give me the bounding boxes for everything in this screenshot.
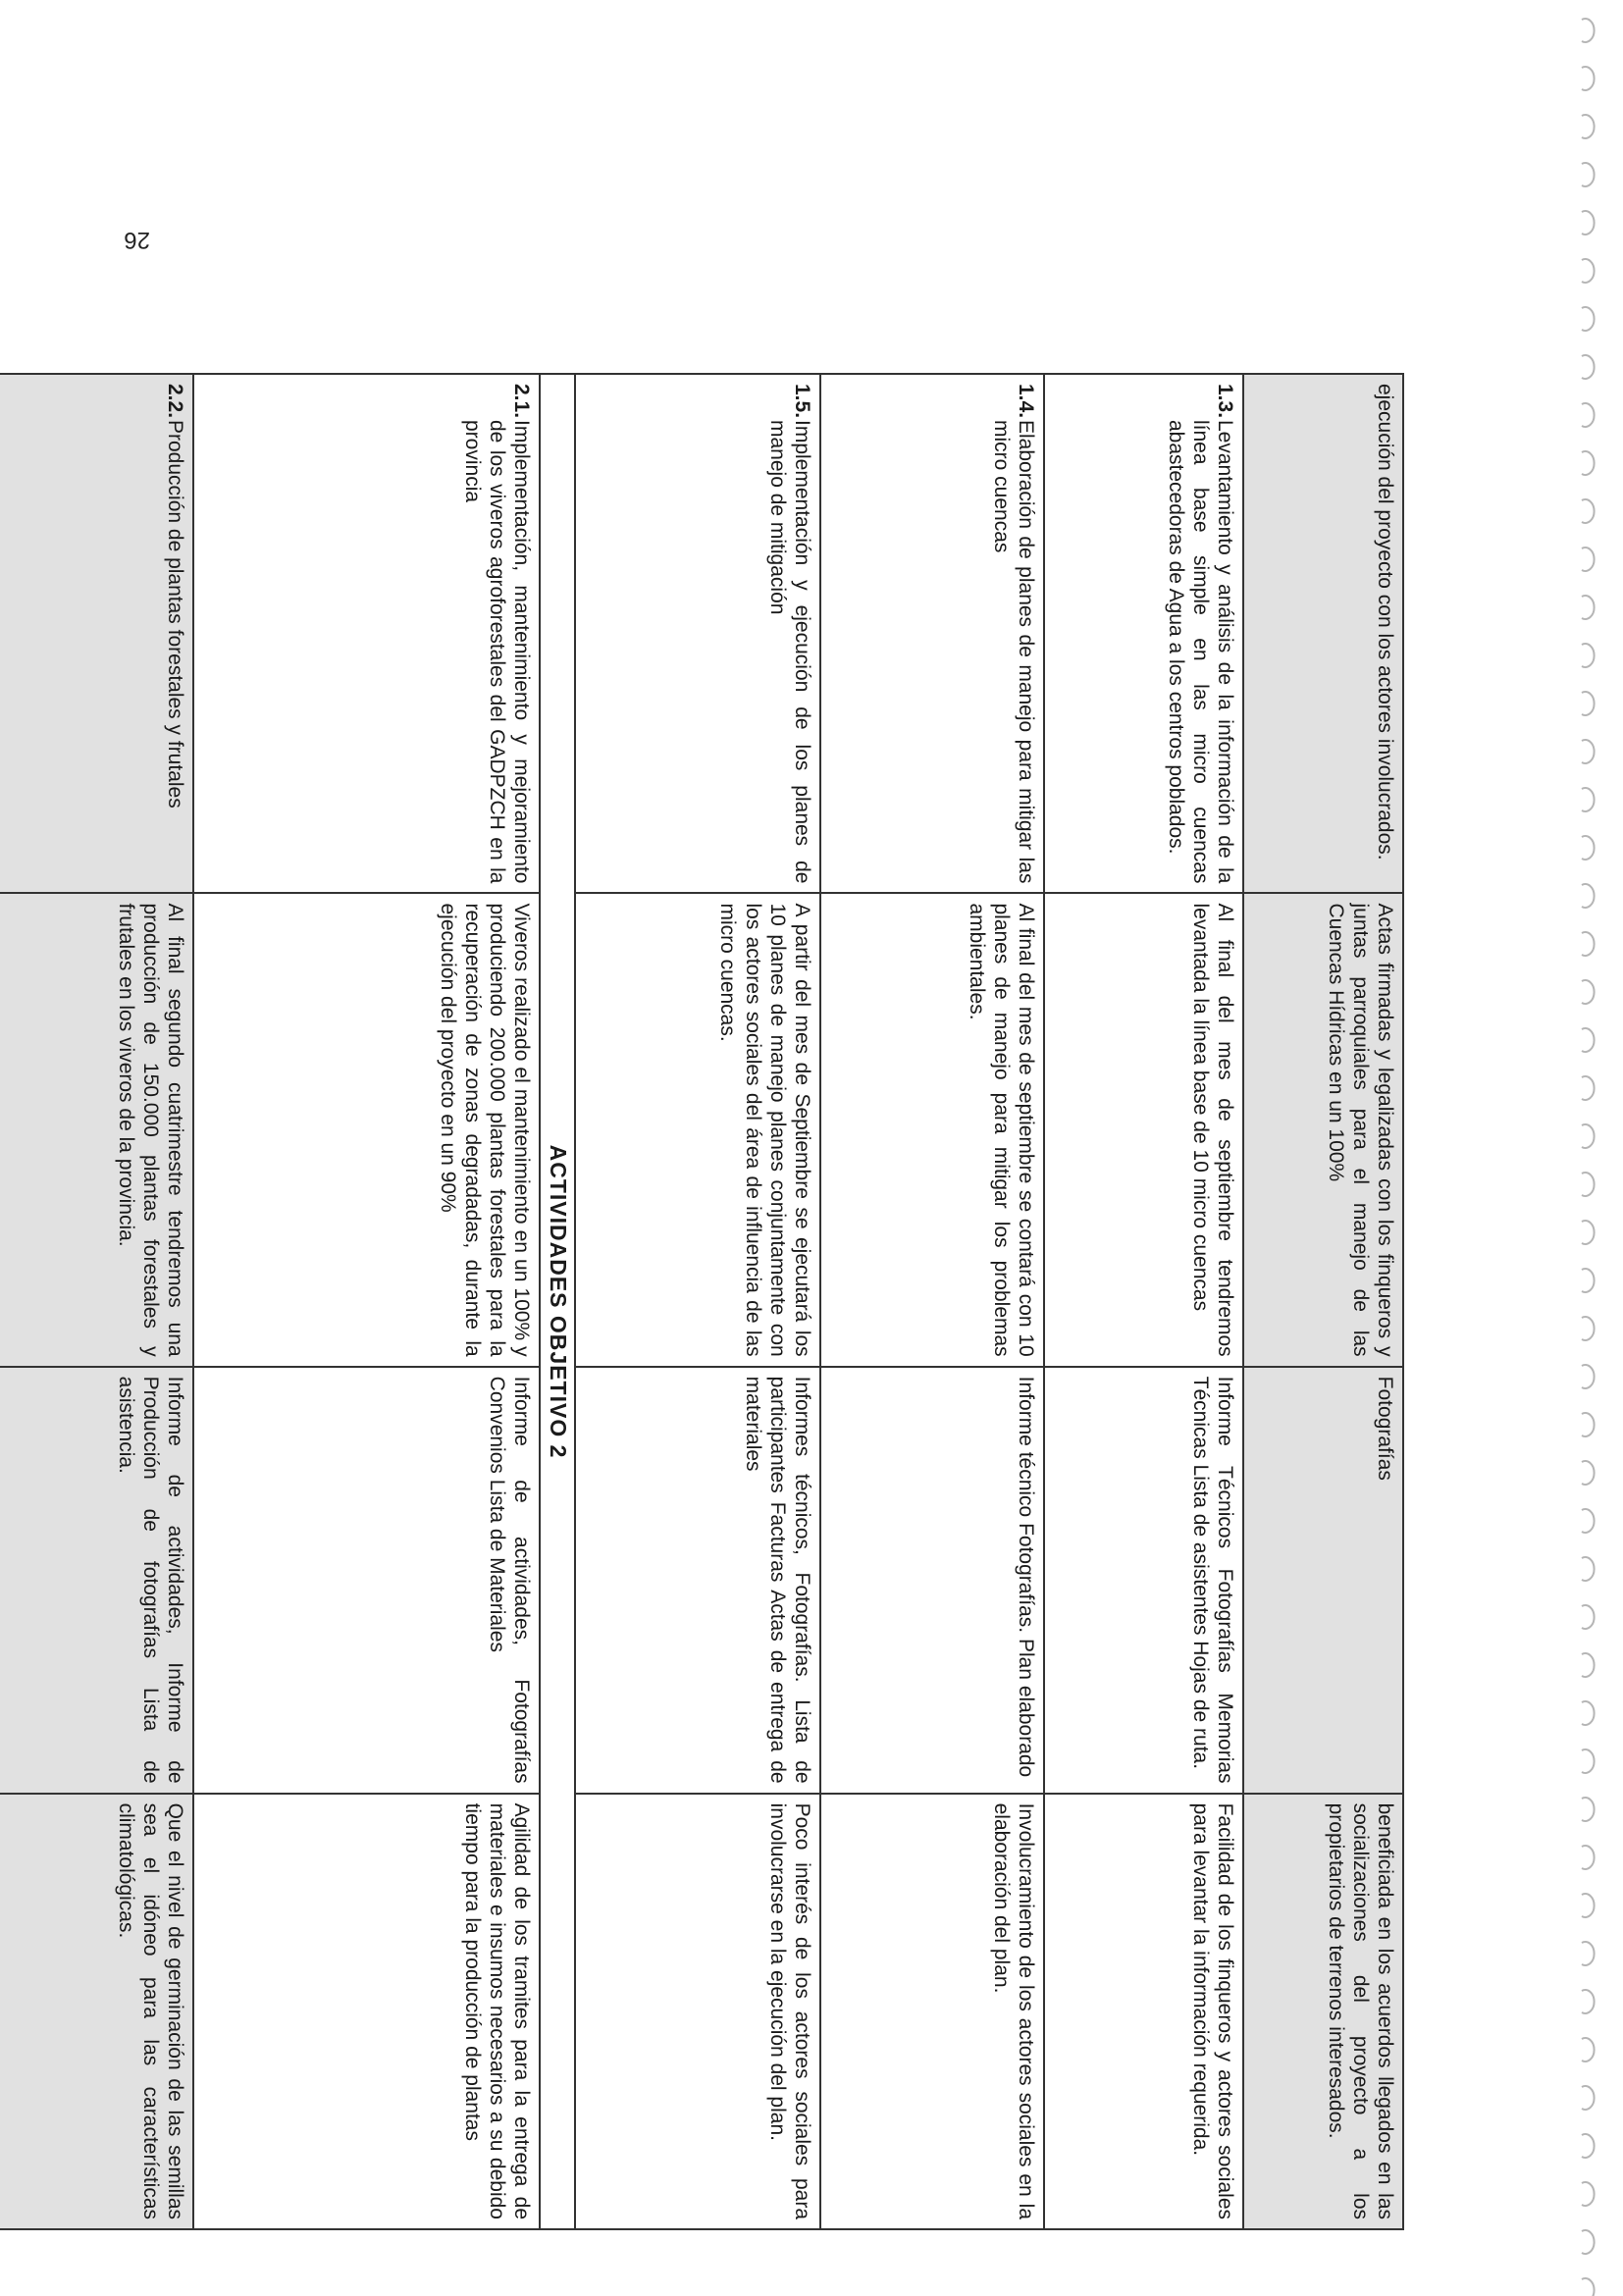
cell-text: Informe Técnicos Fotografías Memorias Técnicas Lista de asistentes Hojas de ruta.	[1188, 1376, 1236, 1784]
cell-text: Al final del mes de septiembre tendremos levantada la línea base de 10 micro cuencas	[1188, 903, 1236, 1357]
assumption-cell	[1044, 1794, 1243, 2229]
table-row	[0, 374, 193, 2229]
verification-cell	[193, 1367, 540, 1794]
cell-text: ejecución del proyecto con los actores involucrados.	[1374, 384, 1396, 861]
assumption-cell	[575, 1794, 820, 2229]
cell-text: Que el nivel de germinación de las semillas sea el idóneo para las características climatológicas.	[115, 1802, 187, 2219]
table-row	[1044, 374, 1243, 2229]
verification-cell	[820, 1367, 1044, 1794]
cell-text: Fotografías	[1374, 1376, 1396, 1481]
activity-text: Implementación, mantenimiento y mejoramiento de los viveros agroforestales del GADPZCH en la provincia	[461, 420, 534, 884]
cell-text: Actas firmadas y legalizadas con los finqueros y juntas parroquiales para el manejo de las Cuencas Hídricas en un 100%	[1324, 903, 1396, 1357]
indicator-cell	[193, 893, 540, 1366]
cell-text: A partir del mes de Septiembre se ejecutará los 10 planes de manejo planes conjuntamente con los actores sociales del área de influencia de las micro cuencas.	[716, 903, 813, 1357]
verification-cell	[1044, 1367, 1243, 1794]
cell-text: Informe de actividades, Informe de Producción de fotografías Lista de asistencia.	[115, 1376, 187, 1784]
indicator-cell	[0, 893, 193, 1366]
logical-framework-table-wrapper	[115, 373, 1404, 2230]
activity-text: Producción de plantas forestales y frutales	[164, 420, 187, 809]
cell-text: Involucramiento de los actores sociales en la elaboración del plan.	[989, 1802, 1037, 2219]
activity-text: Levantamiento y análisis de la información de la línea base simple en las micro cuencas abastecedoras de Agua a los centros poblados.	[1164, 420, 1236, 884]
activity-number: 1.4.	[1015, 384, 1037, 419]
indicator-cell	[575, 893, 820, 1366]
cell-text: Informe de actividades, Fotografías Convenios Lista de Materiales	[486, 1376, 534, 1784]
verification-cell	[1243, 1367, 1403, 1794]
activity-number: 1.3.	[1214, 384, 1236, 419]
table-row	[193, 374, 540, 2229]
indicator-cell	[1044, 893, 1243, 1366]
activity-cell	[575, 374, 820, 893]
activity-text: Elaboración de planes de manejo para mitigar las micro cuencas	[989, 420, 1037, 884]
activity-text: Implementación y ejecución de los planes de manejo de mitigación	[765, 420, 813, 884]
activity-number: 2.2.	[164, 384, 187, 419]
indicator-cell	[1243, 893, 1403, 1366]
table-row	[1243, 374, 1403, 2229]
logical-framework-table	[0, 373, 1404, 2230]
cell-text: beneficiada en los acuerdos llegados en las socializaciones del proyecto a los propietarios de terrenos interesados.	[1324, 1802, 1396, 2219]
table-row	[820, 374, 1044, 2229]
cell-text: Informe técnico Fotografías. Plan elaborado	[1015, 1376, 1037, 1778]
assumption-cell	[820, 1794, 1044, 2229]
cell-text: Facilidad de los finqueros y actores sociales para levantar la información requerida.	[1188, 1802, 1236, 2219]
section-heading: ACTIVIDADES OBJETIVO 2	[540, 374, 575, 2229]
cell-text: Agilidad de los tramites para la entrega de materiales e insumos necesarios a su debido tiempo para la producción de plantas	[461, 1802, 534, 2219]
verification-cell	[575, 1367, 820, 1794]
activity-cell	[1044, 374, 1243, 893]
table-body	[0, 374, 1403, 2229]
cell-text: Al final del mes de septiembre se contará con 10 planes de manejo para mitigar los problemas ambientales.	[965, 903, 1037, 1357]
activity-cell	[0, 374, 193, 893]
assumption-cell	[1243, 1794, 1403, 2229]
cell-text: Al final segundo cuatrimestre tendremos una producción de 150.000 plantas forestales y frutales en los viveros de la provincia.	[115, 903, 187, 1357]
activity-cell	[1243, 374, 1403, 893]
assumption-cell	[193, 1794, 540, 2229]
activity-number: 2.1.	[510, 384, 534, 419]
table-row	[575, 374, 820, 2229]
cell-text: Poco interés de los actores sociales para involucrarse en la ejecución del plan.	[765, 1802, 813, 2219]
cell-text: Informes técnicos, Fotografías. Lista de participantes Facturas Actas de entrega de materiales	[741, 1376, 813, 1784]
page-number: 26	[124, 227, 150, 253]
indicator-cell	[820, 893, 1044, 1366]
verification-cell	[0, 1367, 193, 1794]
activity-cell	[820, 374, 1044, 893]
activity-number: 1.5.	[791, 384, 813, 419]
activity-cell	[193, 374, 540, 893]
section-heading-row	[540, 374, 575, 2229]
assumption-cell	[0, 1794, 193, 2229]
cell-text: Viveros realizado el mantenimiento en un 100% y produciendo 200.000 plantas forestales para la recuperación de zonas degradadas, durante la ejecución del proyecto en un 90%	[436, 903, 534, 1357]
